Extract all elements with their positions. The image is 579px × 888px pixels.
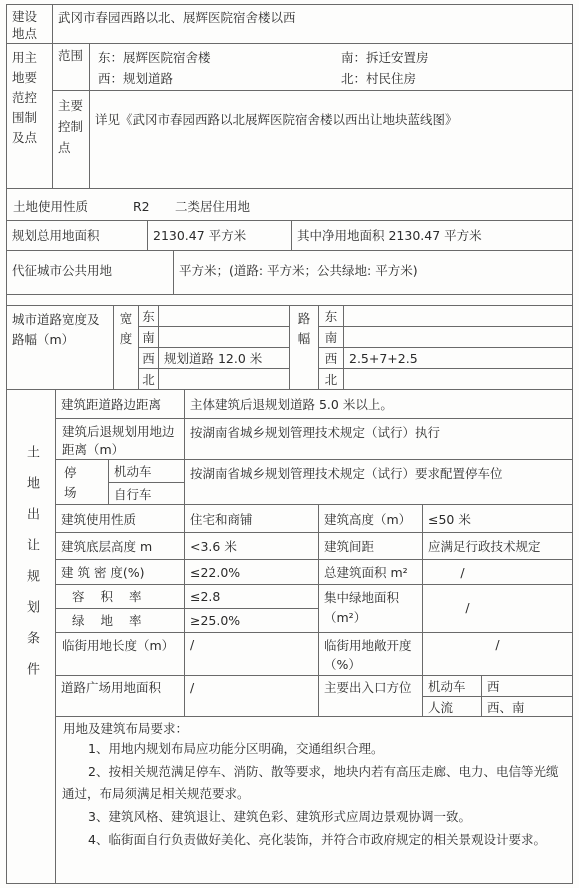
- layout-item-1: 1、用地内规划布局应功能分区明确，交通组织合理。: [88, 741, 384, 756]
- width-value-west: 规划道路 12.0 米: [158, 347, 290, 369]
- land-use-code: R2: [133, 199, 150, 214]
- boundary-label: 用主地要范控围制及点: [6, 43, 53, 189]
- green-ratio-label: 绿 地 率: [55, 608, 185, 633]
- boundary-south: 南：拆迁安置房: [341, 50, 429, 65]
- entry-label: 主要出入口方位: [318, 675, 423, 717]
- green-area-label: 集中绿地面积（m²）: [318, 584, 423, 633]
- parking-label: 停场: [55, 459, 109, 505]
- width-dir-west: 西: [138, 347, 159, 369]
- base-height-label: 建筑底层高度 m: [55, 532, 185, 560]
- scope-label: 范围: [52, 43, 90, 91]
- entry-people-label: 人流: [422, 696, 482, 717]
- green-ratio-value: ≥25.0%: [184, 608, 319, 633]
- height-label: 建筑高度（m）: [318, 504, 423, 533]
- setback-road-value: 主体建筑后退规划道路 5.0 米以上。: [184, 389, 573, 419]
- frontage-open-value: /: [422, 632, 573, 676]
- section-value-west: 2.5+7+2.5: [343, 347, 573, 369]
- entry-motor-value: 西: [481, 675, 573, 697]
- section-dir-north: 北: [318, 368, 344, 390]
- location-label: 建设地点: [6, 4, 53, 44]
- plaza-label: 道路广场用地面积: [55, 675, 185, 717]
- land-use-label: 土地使用性质: [13, 199, 89, 214]
- land-use-name: 二类居住用地: [175, 199, 251, 214]
- use-value: 住宅和商铺: [184, 504, 319, 533]
- width-dir-south: 南: [138, 326, 159, 348]
- density-label: 建 筑 密 度(%): [55, 559, 185, 585]
- public-land-value: 平方米；(道路: 平方米；公共绿地: 平方米): [173, 250, 573, 295]
- section-value-south: [343, 326, 573, 348]
- base-height-value: <3.6 米: [184, 532, 319, 560]
- layout-title: 用地及建筑布局要求：: [63, 721, 189, 736]
- setback-road-label: 建筑距道路边距离: [55, 389, 185, 419]
- frontage-length-label: 临街用地长度（m）: [55, 632, 185, 676]
- section-label: 路幅: [289, 305, 319, 390]
- area-label: 规划总用地面积: [6, 220, 148, 251]
- density-value: ≤22.0%: [184, 559, 319, 585]
- control-points-value: 详见《武冈市春园西路以北展辉医院宿舍楼以西出让地块蓝线图》: [89, 90, 573, 189]
- public-land-label: 代征城市公共用地: [6, 250, 174, 295]
- green-area-value: /: [422, 584, 512, 633]
- boundary-west: 西：规划道路: [98, 71, 174, 86]
- section-dir-west: 西: [318, 347, 344, 369]
- width-value-south: [158, 326, 290, 348]
- width-label: 宽度: [113, 305, 139, 390]
- gfa-label: 总建筑面积 m²: [318, 559, 423, 585]
- layout-item-4: 4、临街面自行负责做好美化、亮化装饰，并符合市政府规定的相关景观设计要求。: [88, 832, 546, 847]
- use-label: 建筑使用性质: [55, 504, 185, 533]
- setback-line-label: 建筑后退规划用地边距离（m）: [55, 418, 185, 460]
- height-value: ≤50 米: [422, 504, 573, 533]
- entry-motor-label: 机动车: [422, 675, 482, 697]
- section-dir-south: 南: [318, 326, 344, 348]
- width-value-north: [158, 368, 290, 390]
- green-area-pad: [510, 584, 573, 633]
- conditions-side-label: 土地出让规划条件: [24, 445, 39, 693]
- far-label: 容 积 率: [55, 584, 185, 609]
- spacing-label: 建筑间距: [318, 532, 423, 560]
- roads-label: 城市道路宽度及路幅（m）: [6, 305, 114, 390]
- plaza-value: /: [184, 675, 319, 717]
- layout-item-2: 2、按相关规范满足停车、消防、散等要求，地块内若有高压走廊、电力、电信等光缆通过，布局须满足相关规范要求。: [62, 764, 559, 801]
- section-value-north: [343, 368, 573, 390]
- section-value-east: [343, 305, 573, 327]
- area-total: 2130.47 平方米: [147, 220, 292, 251]
- layout-item-3: 3、建筑风格、建筑退让、建筑色彩、建筑形式应周边景观协调一致。: [88, 809, 471, 824]
- parking-value: 按湖南省城乡规划管理技术规定（试行）要求配置停车位: [184, 459, 573, 505]
- frontage-length-value: /: [184, 632, 319, 676]
- far-value: ≤2.8: [184, 584, 319, 609]
- boundary-north: 北：村民住房: [341, 71, 417, 86]
- section-dir-east: 东: [318, 305, 344, 327]
- gfa-value-pad: [500, 559, 573, 585]
- width-dir-north: 北: [138, 368, 159, 390]
- boundary-east: 东：展辉医院宿舍楼: [98, 50, 211, 65]
- entry-people-value: 西、南: [481, 696, 573, 717]
- parking-bike-label: 自行车: [108, 482, 185, 505]
- gfa-value: /: [422, 559, 502, 585]
- area-net: 其中净用地面积 2130.47 平方米: [291, 220, 573, 251]
- frontage-open-label: 临街用地敞开度（%）: [318, 632, 423, 676]
- location-value: 武冈市春园西路以北、展辉医院宿舍楼以西: [52, 4, 573, 44]
- setback-line-value: 按湖南省城乡规划管理技术规定（试行）执行: [184, 418, 573, 460]
- parking-motor-label: 机动车: [108, 459, 185, 483]
- width-dir-east: 东: [138, 305, 159, 327]
- control-points-label: 主要控制点: [52, 90, 90, 189]
- spacing-value: 应满足行政技术规定: [422, 532, 573, 560]
- width-value-east: [158, 305, 290, 327]
